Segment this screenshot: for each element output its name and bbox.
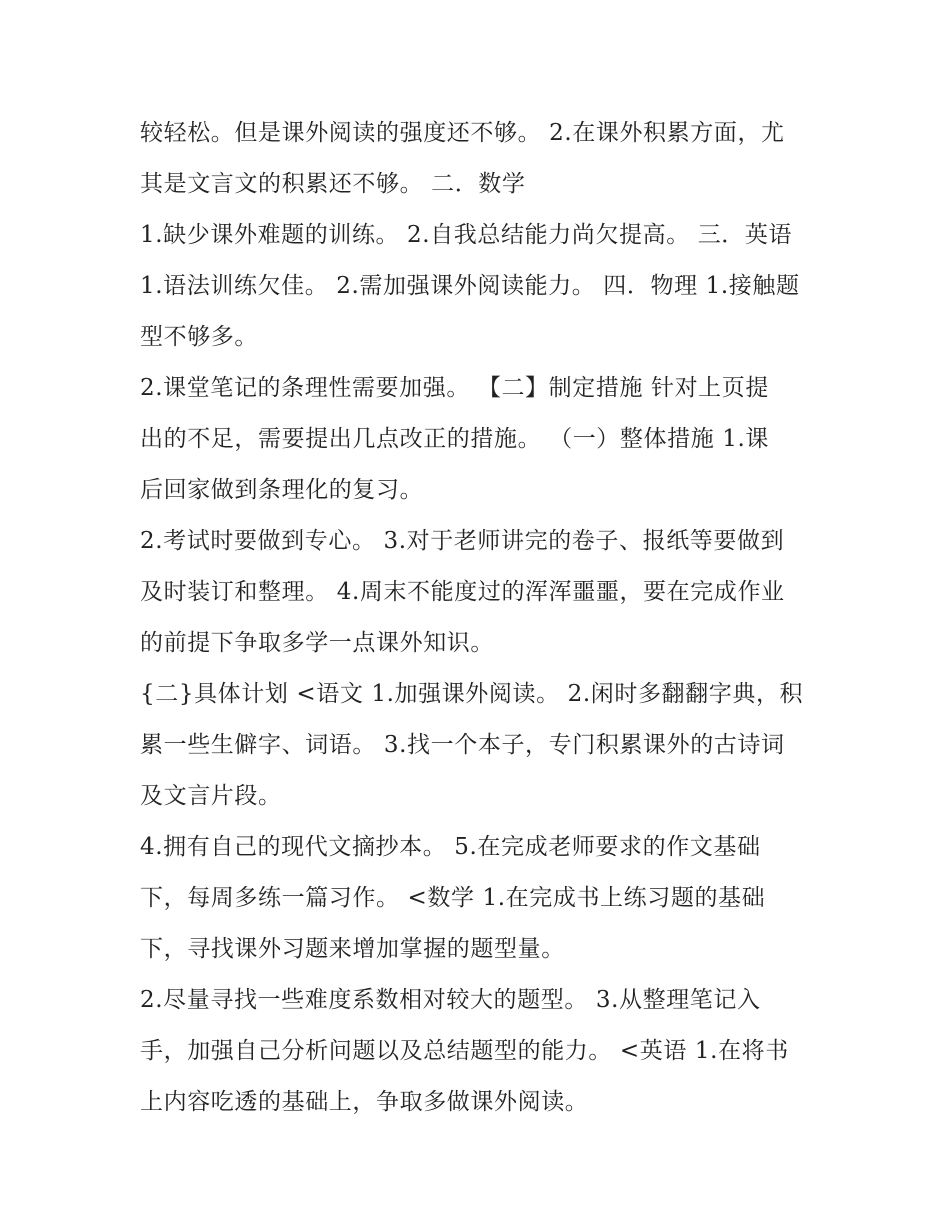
text-line: 2.课堂笔记的条理性需要加强。 【二】制定措施 针对上页提 <box>140 375 769 401</box>
text-line: 其是文言文的积累还不够。 二．数学 <box>140 171 526 197</box>
text-line: {二}具体计划 <语文 1.加强课外阅读。 2.闲时多翻翻字典，积 <box>140 681 804 707</box>
text-line: 4.拥有自己的现代文摘抄本。 5.在完成老师要求的作文基础 <box>140 834 761 860</box>
text-line: 出的不足，需要提出几点改正的措施。 （一）整体措施 1.课 <box>140 426 769 452</box>
text-line: 及文言片段。 <box>140 783 282 809</box>
text-line: 1.语法训练欠佳。 2.需加强课外阅读能力。 四．物理 1.接触题 <box>140 273 800 299</box>
text-line: 手，加强自己分析问题以及总结题型的能力。 <英语 1.在将书 <box>140 1038 789 1064</box>
text-line: 较轻松。但是课外阅读的强度还不够。 2.在课外积累方面，尤 <box>140 120 785 146</box>
text-line: 2.考试时要做到专心。 3.对于老师讲完的卷子、报纸等要做到 <box>140 528 785 554</box>
text-line: 1.缺少课外难题的训练。 2.自我总结能力尚欠提高。 三．英语 <box>140 222 793 248</box>
text-line: 后回家做到条理化的复习。 <box>140 477 424 503</box>
text-line: 下，寻找课外习题来增加掌握的题型量。 <box>140 936 565 962</box>
body-text <box>140 108 820 1128</box>
text-line: 的前提下争取多学一点课外知识。 <box>140 630 494 656</box>
text-line: 累一些生僻字、词语。 3.找一个本子，专门积累课外的古诗词 <box>140 732 785 758</box>
text-line: 型不够多。 <box>140 324 258 350</box>
text-line: 上内容吃透的基础上，争取多做课外阅读。 <box>140 1089 589 1115</box>
text-line: 及时装订和整理。 4.周末不能度过的浑浑噩噩，要在完成作业 <box>140 579 785 605</box>
text-line: 下，每周多练一篇习作。 <数学 1.在完成书上练习题的基础 <box>140 885 766 911</box>
text-line: 2.尽量寻找一些难度系数相对较大的题型。 3.从整理笔记入 <box>140 987 761 1013</box>
